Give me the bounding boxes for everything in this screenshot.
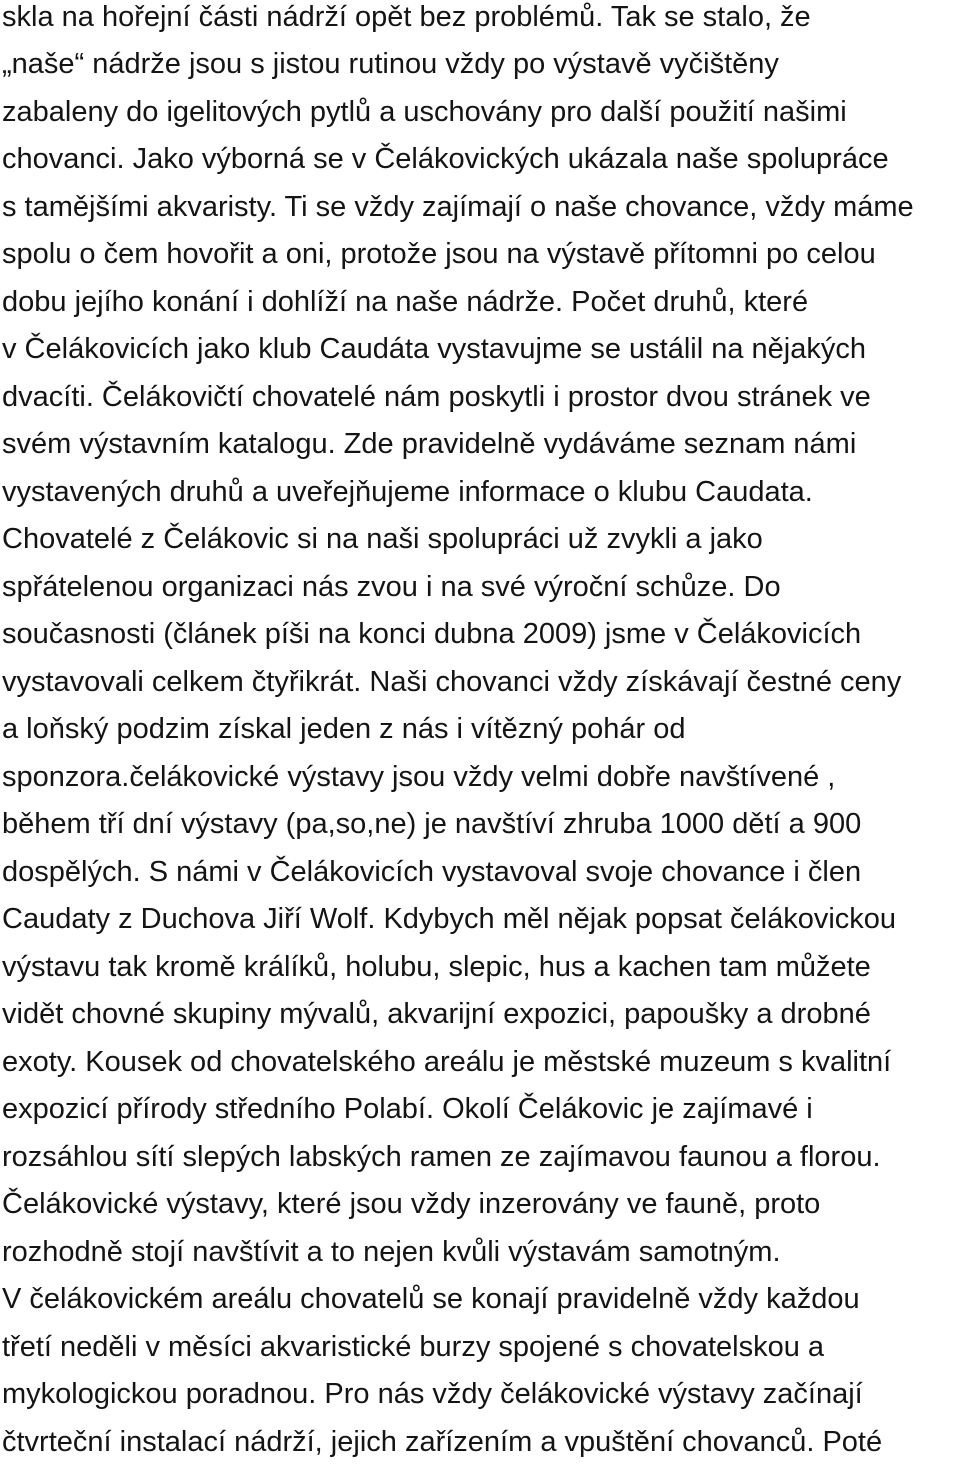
text-line-2: „naše“ nádrže jsou s jistou rutinou vždy po výstavě vyčištěny <box>2 48 779 80</box>
text-line-24: expozicí přírody středního Polabí. Okolí Čelákovic je zajímavé i <box>2 1093 813 1125</box>
text-line-21: výstavu tak kromě králíků, holubu, slepic, hus a kachen tam můžete <box>2 951 871 983</box>
text-line-5: s tamějšími akvaristy. Ti se vždy zajímají o naše chovance, vždy máme <box>2 191 914 223</box>
text-line-13: spřátelenou organizaci nás zvou i na své výroční schůze. Do <box>2 571 781 603</box>
text-line-29: třetí neděli v měsíci akvaristické burzy spojené s chovatelskou a <box>2 1331 825 1363</box>
text-line-1: skla na hořejní části nádrží opět bez problémů. Tak se stalo, že <box>2 1 811 33</box>
text-line-22: vidět chovné skupiny mývalů, akvarijní expozici, papoušky a drobné <box>2 998 871 1030</box>
text-line-28: V čelákovickém areálu chovatelů se konají pravidelně vždy každou <box>2 1283 860 1315</box>
text-line-3: zabaleny do igelitových pytlů a uschovány pro další použití našimi <box>2 96 847 128</box>
text-line-17: sponzora.čelákovické výstavy jsou vždy velmi dobře navštívené , <box>2 761 836 793</box>
text-line-9: dvacíti. Čelákovičtí chovatelé nám poskytli i prostor dvou stránek ve <box>2 381 871 413</box>
text-line-25: rozsáhlou sítí slepých labských ramen ze zajímavou faunou a florou. <box>2 1141 881 1173</box>
text-line-30: mykologickou poradnou. Pro nás vždy čelákovické výstavy začínají <box>2 1378 863 1410</box>
text-line-14: současnosti (článek píši na konci dubna 2009) jsme v Čelákovicích <box>2 618 862 650</box>
text-line-16: a loňský podzim získal jeden z nás i vítězný pohár od <box>2 713 686 745</box>
text-line-11: vystavených druhů a uveřejňujeme informace o klubu Caudata. <box>2 476 813 508</box>
text-line-15: vystavovali celkem čtyřikrát. Naši chovanci vždy získávají čestné ceny <box>2 666 902 698</box>
text-line-7: dobu jejího konání i dohlíží na naše nádrže. Počet druhů, které <box>2 286 809 318</box>
text-line-10: svém výstavním katalogu. Zde pravidelně vydáváme seznam námi <box>2 428 857 460</box>
text-line-19: dospělých. S námi v Čelákovicích vystavoval svoje chovance i člen <box>2 856 862 888</box>
text-line-12: Chovatelé z Čelákovic si na naši spolupráci už zvykli a jako <box>2 523 763 555</box>
text-line-20: Caudaty z Duchova Jiří Wolf. Kdybych měl nějak popsat čelákovickou <box>2 903 897 935</box>
text-line-18: během tří dní výstavy (pa,so,ne) je navštíví zhruba 1000 dětí a 900 <box>2 808 862 840</box>
text-line-8: v Čelákovicích jako klub Caudáta vystavujme se ustálil na nějakých <box>2 333 866 365</box>
text-line-23: exoty. Kousek od chovatelského areálu je městské muzeum s kvalitní <box>2 1046 892 1078</box>
text-line-6: spolu o čem hovořit a oni, protože jsou na výstavě přítomni po celou <box>2 238 876 270</box>
text-line-4: chovanci. Jako výborná se v Čelákovických ukázala naše spolupráce <box>2 143 889 175</box>
text-line-27: rozhodně stojí navštívit a to nejen kvůli výstavám samotným. <box>2 1236 781 1268</box>
text-line-31: čtvrteční instalací nádrží, jejich zařízením a vpuštění chovanců. Poté <box>2 1426 883 1458</box>
text-line-26: Čelákovické výstavy, které jsou vždy inzerovány ve fauně, proto <box>2 1188 821 1220</box>
